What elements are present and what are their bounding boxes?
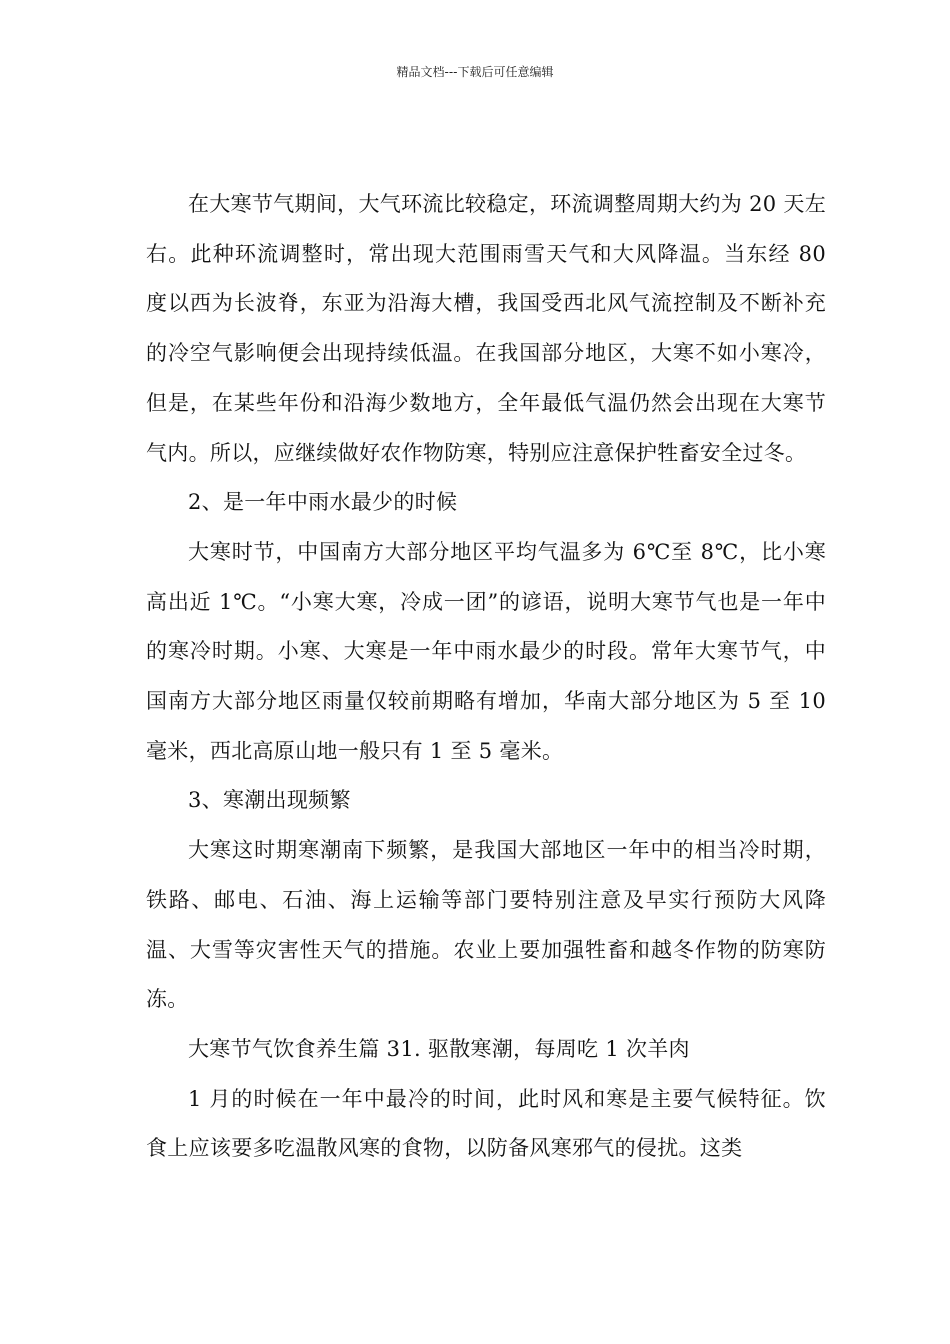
page-header: 精品文档---下载后可任意编辑	[396, 65, 554, 79]
section-heading-cold-wave: 3、寒潮出现频繁	[188, 788, 351, 813]
paragraph-climate: 在大寒节气期间，大气环流比较稳定，环流调整周期大约为 20 天左右。此种环流调整时，常出现大范围雨雪天气和大风降温。当东经 80 度以西为长波脊，东亚为沿海大槽，我国受西北风气流控制及不断补充的冷空气影响便会出现持续低温。在我国部分地区，大寒不如小寒冷，但是，在某些年份和沿海少数地方，全年最低气温仍然会出现在大寒节气内。所以，应继续做好农作物防寒，特别应注意保护牲畜安全过冬。	[146, 192, 826, 465]
paragraph-cold-wave: 大寒这时期寒潮南下频繁，是我国大部地区一年中的相当冷时期，铁路、邮电、石油、海上运输等部门要特别注意及早实行预防大风降温、大雪等灾害性天气的措施。农业上要加强牲畜和越冬作物的防寒防冻。	[146, 838, 826, 1012]
section-heading-rainfall: 2、是一年中雨水最少的时候	[188, 490, 458, 515]
paragraph-rainfall: 大寒时节，中国南方大部分地区平均气温多为 6℃至 8℃，比小寒高出近 1℃。“小寒大寒，冷成一团”的谚语，说明大寒节气也是一年中的寒冷时期。小寒、大寒是一年中雨水最少的时段。常年大寒节气，中国南方大部分地区雨量仅较前期略有增加，华南大部分地区为 5 至 10 毫米，西北高原山地一般只有 1 至 5 毫米。	[146, 539, 826, 763]
document-body	[146, 180, 826, 1174]
section-heading-diet: 大寒节气饮食养生篇 31. 驱散寒潮，每周吃 1 次羊肉	[188, 1036, 690, 1061]
paragraph-diet: 1 月的时候在一年中最冷的时间，此时风和寒是主要气候特征。饮食上应该要多吃温散风寒的食物，以防备风寒邪气的侵扰。这类	[146, 1086, 826, 1161]
